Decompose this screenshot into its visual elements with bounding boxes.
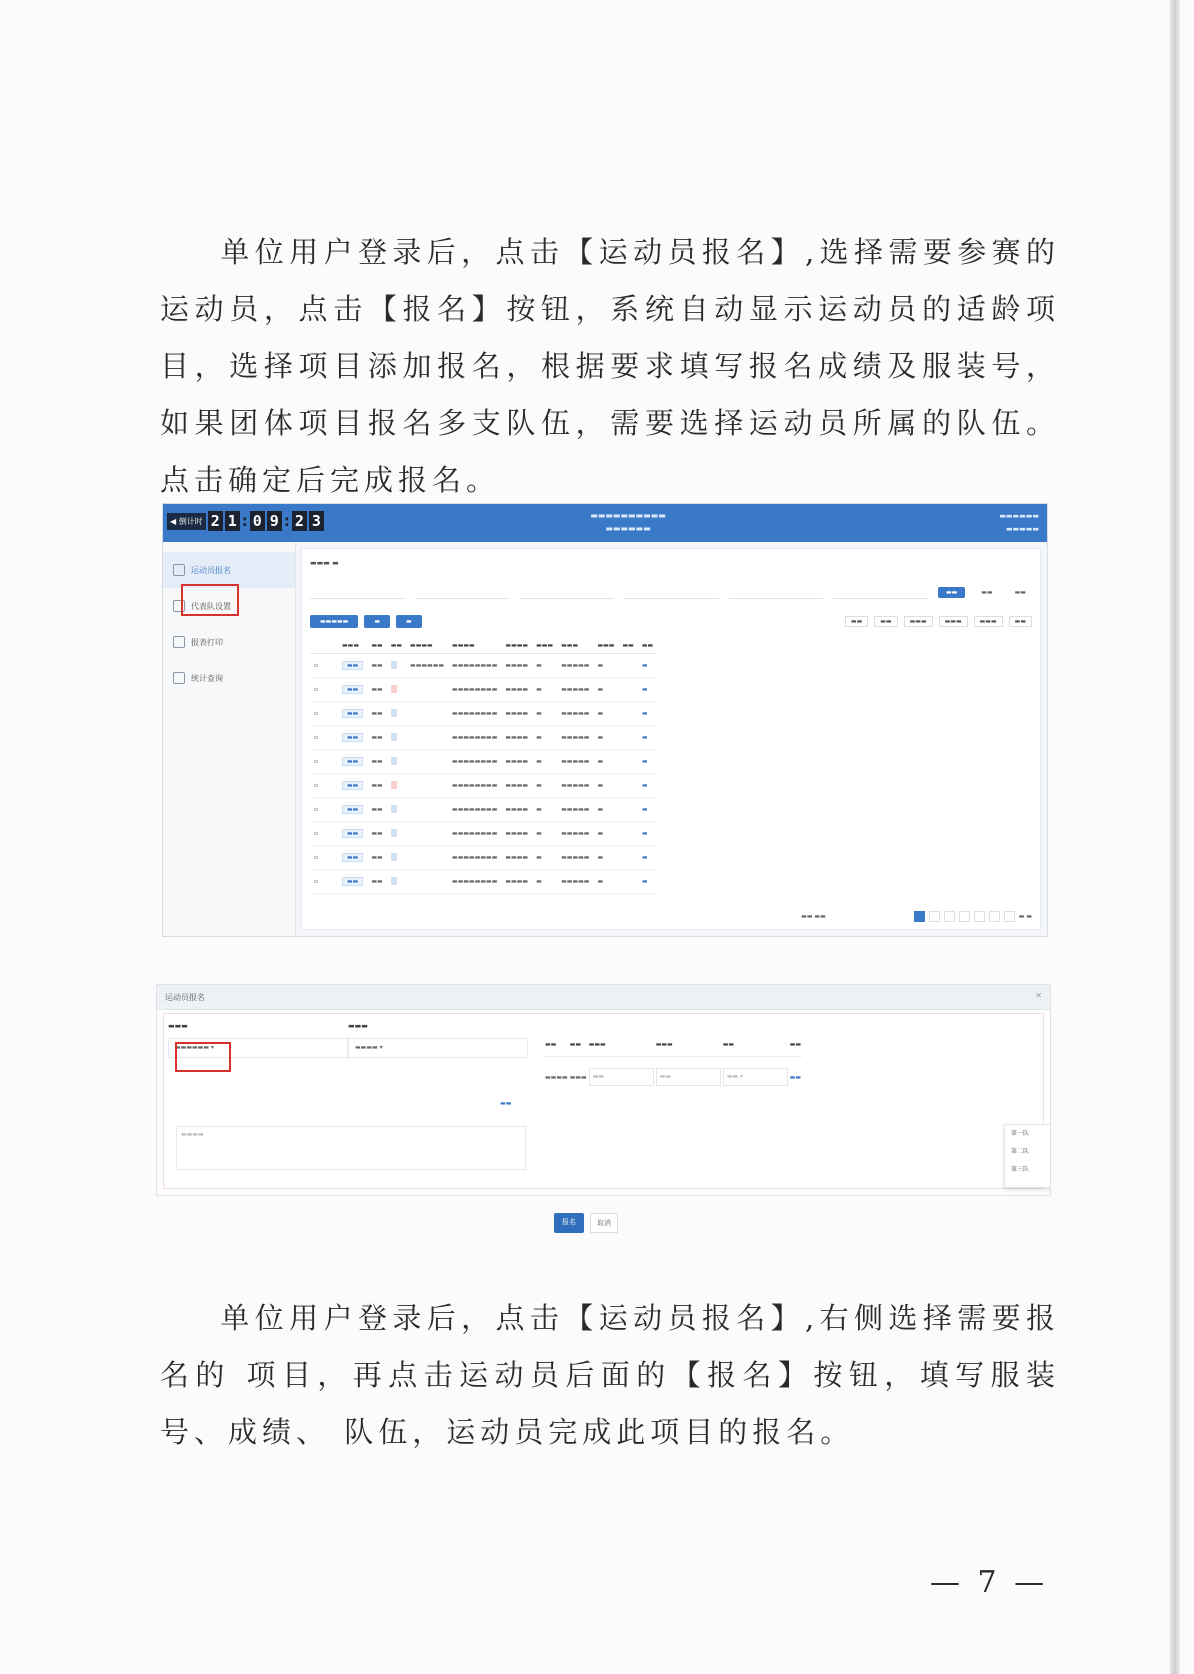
filter-field[interactable] [833,586,928,599]
user-info-blurred: ▬▬▬▬▬▬ ▬▬▬▬▬ [999,512,1039,533]
app-title-blurred: ▬▬▬▬▬▬▬▬▬▬ ▬▬▬▬▬▬ [590,511,666,533]
cancel-button[interactable]: 取消 [590,1213,618,1233]
document-icon [173,636,185,648]
table-row[interactable]: ▫ ▬▬ ▬▬ ▬▬▬▬▬▬▬▬ ▬▬▬▬ ▬ ▬▬▬▬▬ ▬ ▬ [310,750,657,774]
sidebar [163,542,296,936]
filter-chip[interactable]: ▬▬ [874,616,897,627]
table-header: ▬▬ ▬▬ ▬▬▬ ▬▬▬ ▬▬ ▬▬ [544,1032,802,1057]
event-group-select[interactable]: ▬▬▬▬ ▾ [348,1038,528,1058]
page-button[interactable] [914,911,925,922]
table-row[interactable]: ▫ ▬▬ ▬▬ ▬▬▬▬▬▬ ▬▬▬▬▬▬▬▬ ▬▬▬▬ ▬ ▬▬▬▬▬ ▬ ▬ [310,654,657,678]
filter-chip[interactable]: ▬▬▬ [904,616,933,627]
dialog-actions [554,1213,618,1233]
confirm-button[interactable]: 报名 [554,1213,584,1233]
event-group-column [348,1022,528,1058]
registration-table [544,1032,802,1097]
table-header: ▬▬▬ ▬▬ ▬▬ ▬▬▬▬ ▬▬▬▬ ▬▬▬▬ ▬▬▬ ▬▬▬ ▬▬▬ ▬▬ ▬▬ [310,637,657,654]
filter-field[interactable] [519,586,614,599]
clock-digit: 1 [225,511,240,531]
close-icon[interactable]: ✕ [1035,991,1042,1000]
table-row[interactable]: ▫ ▬▬ ▬▬ ▬▬▬▬▬▬▬▬ ▬▬▬▬ ▬ ▬▬▬▬▬ ▬ ▬ [310,702,657,726]
sidebar-item-label: 报表打印 [191,637,223,647]
dialog-body [163,1013,1044,1189]
filter-field[interactable] [310,586,405,599]
table-row[interactable]: ▫ ▬▬ ▬▬ ▬▬▬▬▬▬▬▬ ▬▬▬▬ ▬ ▬▬▬▬▬ ▬ ▬ [310,726,657,750]
sidebar-item-athlete-registration[interactable] [163,552,295,588]
clock-separator: : [283,512,290,530]
column-header: ▬▬▬ [168,1022,188,1030]
page-size-select[interactable]: ▬▬ ▬▬ [801,912,826,920]
filter-chip[interactable]: ▬▬▬ [939,616,968,627]
filter-chip[interactable]: ▬▬▬ [974,616,1003,627]
filter-chip[interactable]: ▬▬ [845,616,868,627]
table-row[interactable]: ▫ ▬▬ ▬▬ ▬▬▬▬▬▬▬▬ ▬▬▬▬ ▬ ▬▬▬▬▬ ▬ ▬ [310,678,657,702]
chart-icon [173,672,185,684]
filter-field[interactable] [729,586,824,599]
table-row[interactable]: ▫ ▬▬ ▬▬ ▬▬▬▬▬▬▬▬ ▬▬▬▬ ▬ ▬▬▬▬▬ ▬ ▬ [310,798,657,822]
score-input[interactable]: ▬▬ [589,1068,654,1086]
page-number: — 7 — [930,1565,1049,1600]
countdown-tag: ◀ 倒计时 [167,513,206,530]
sidebar-item-label: 统计查询 [191,673,223,683]
app-header [163,504,1047,542]
page-button[interactable] [959,911,970,922]
highlight-box [181,584,239,616]
pagination [310,909,1032,923]
table-row[interactable]: ▫ ▬▬ ▬▬ ▬▬▬▬▬▬▬▬ ▬▬▬▬ ▬ ▬▬▬▬▬ ▬ ▬ [310,822,657,846]
table-row[interactable]: ▫ ▬▬ ▬▬ ▬▬▬▬▬▬▬▬ ▬▬▬▬ ▬ ▬▬▬▬▬ ▬ ▬ [310,774,657,798]
search-button[interactable]: ▬▬ [938,587,965,598]
filter-bar [310,585,1032,599]
page-edge [1170,0,1180,1674]
filter-field[interactable] [624,586,719,599]
page-jump[interactable]: ▬ ▬ [1018,912,1032,920]
page-button[interactable] [929,911,940,922]
delete-link[interactable]: ▬▬ [789,1073,802,1081]
dropdown-option[interactable]: 第一队 [1011,1130,1030,1137]
highlight-box [175,1042,231,1072]
dropdown-option[interactable]: 第二队 [1011,1148,1030,1155]
clock-digit: 2 [208,511,223,531]
add-athlete-button[interactable]: ▬▬▬▬▬ [310,615,358,628]
countdown-clock [167,511,324,531]
instruction-paragraph-1: 单位用户登录后，点击【运动员报名】,选择需要参赛的运动员，点击【报名】按钮，系统自动显示运动员的适龄项目，选择项目添加报名，根据要求填写报名成绩及服装号，如果团体项目报名多支队伍，需要选择运动员所属的队伍。点击确定后完成报名。 [160,235,1060,497]
clock-digit: 3 [309,511,324,531]
filter-field[interactable] [415,586,510,599]
sidebar-item-statistics[interactable] [163,660,295,696]
toolbar [310,613,1032,629]
main-panel [301,548,1041,930]
dropdown-option[interactable]: 第三队 [1011,1166,1030,1173]
athlete-table [310,637,657,894]
page-button[interactable] [989,911,1000,922]
page-button[interactable] [944,911,955,922]
user-icon [173,564,185,576]
instruction-paragraph-2: 单位用户登录后，点击【运动员报名】,右侧选择需要报名的 项目，再点击运动员后面的【报名】按钮，填写服装号、成绩、 队伍，运动员完成此项目的报名。 [160,1301,1060,1449]
sidebar-item-label: 代表队设置 [191,601,231,611]
sidebar-item-report-print[interactable] [163,624,295,660]
bib-number-input[interactable]: ▬▬ [656,1068,721,1086]
table-row: ▬▬▬▬ ▬▬▬ ▬▬ ▬▬ ▬▬ ▾ ▬▬ [544,1057,802,1098]
add-button[interactable]: ▬▬ [500,1100,512,1107]
athlete-list-screenshot [162,503,1048,937]
table-row[interactable]: ▫ ▬▬ ▬▬ ▬▬▬▬▬▬▬▬ ▬▬▬▬ ▬ ▬▬▬▬▬ ▬ ▬ [310,846,657,870]
clock-digit: 2 [292,511,307,531]
more-button[interactable]: ▬▬ [1014,588,1026,596]
page-button[interactable] [974,911,985,922]
clock-separator: : [241,512,248,530]
event-selector [168,1022,532,1180]
remarks-textarea[interactable]: ▬▬▬▬ [176,1126,526,1170]
team-select[interactable]: ▬▬ ▾ [723,1068,788,1086]
breadcrumb: ▬▬▬ ▬ [310,559,339,567]
column-header: ▬▬▬ [348,1022,368,1030]
team-dropdown [1004,1124,1051,1188]
reset-button[interactable]: ▬▬ [981,588,993,596]
dialog-header [157,985,1050,1010]
clock-digit: 0 [250,511,265,531]
registration-dialog-screenshot [156,984,1051,1196]
import-button[interactable]: ▬ [364,615,390,628]
page-button[interactable] [1004,911,1015,922]
event-type-select[interactable]: ▬▬▬▬▬▬ ▾ [168,1038,348,1058]
filter-chip[interactable]: ▬▬ [1009,616,1032,627]
sidebar-item-label: 运动员报名 [191,565,231,575]
dialog-title: 运动员报名 [165,992,205,1002]
clock-digit: 9 [267,511,282,531]
table-row[interactable]: ▫ ▬▬ ▬▬ ▬▬▬▬▬▬▬▬ ▬▬▬▬ ▬ ▬▬▬▬▬ ▬ ▬ [310,870,657,894]
export-button[interactable]: ▬ [396,615,422,628]
